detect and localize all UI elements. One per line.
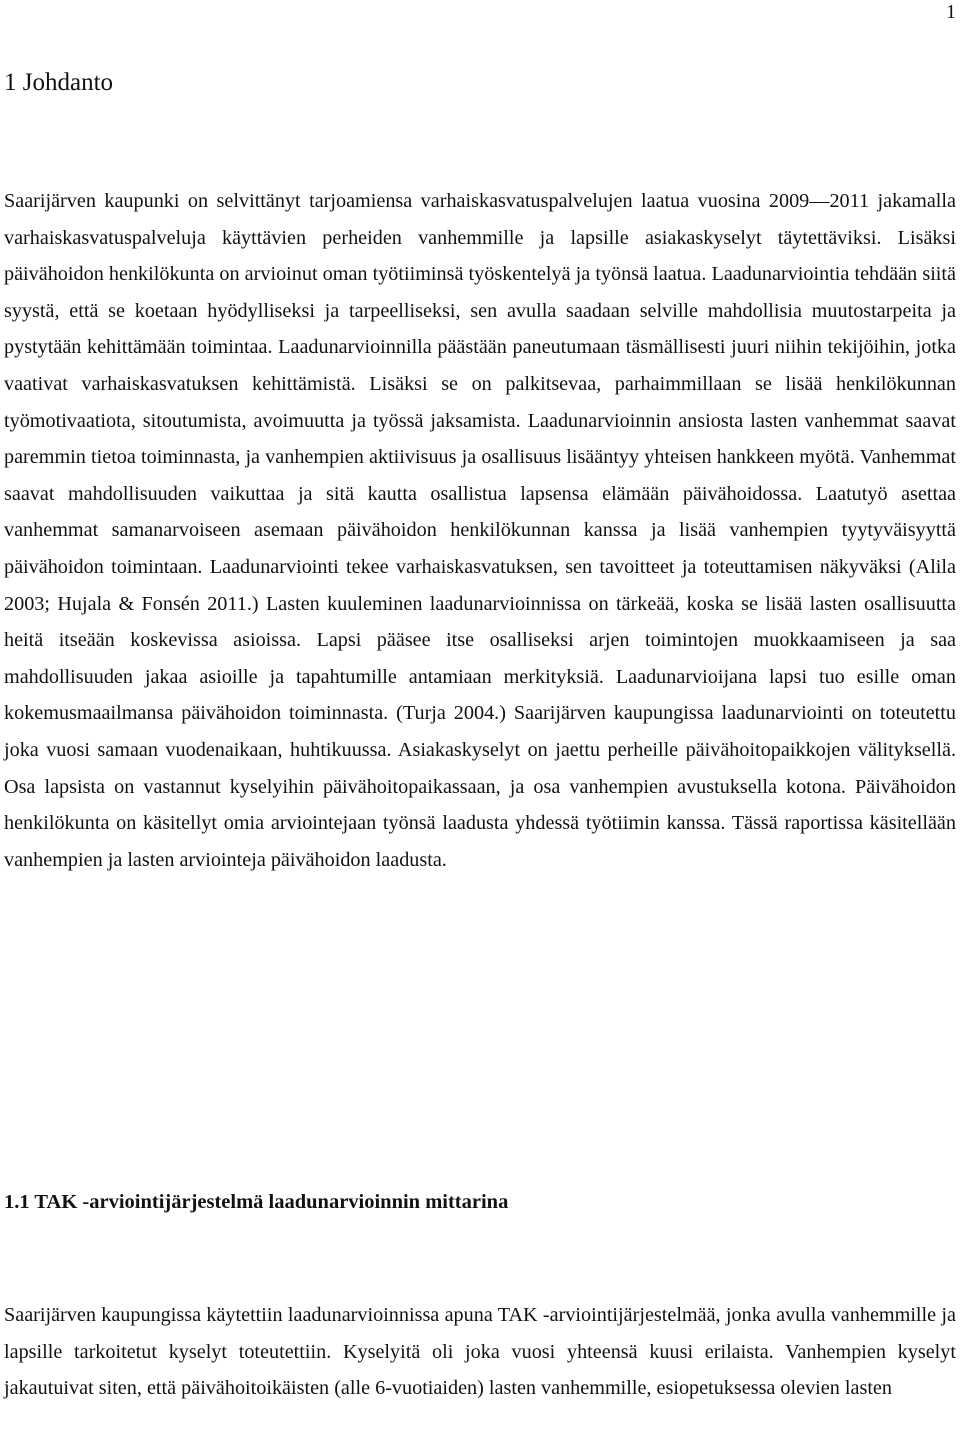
intro-paragraph: Saarijärven kaupunki on selvittänyt tarjoamiensa varhaiskasvatuspalvelujen laatua vuosina 2009—2011 jakamalla varhaiskasvatuspalveluja käyttävien perheiden vanhemmille ja lapsille asiakaskyselyt täytettäviksi. Lisäksi päivähoidon henkilökunta on arvioinut oman työtiiminsä työskentelyä ja työnsä laatua. Laadunarviointia tehdään siitä syystä, että se koetaan hyödylliseksi ja tarpeelliseksi, sen avulla saadaan selville mahdollisia muutostarpeita ja pystytään kehittämään toimintaa. Laadunarvioinnilla päästään paneutumaan täsmällisesti juuri niihin tekijöihin, jotka vaativat varhaiskasvatuksen kehittämistä. Lisäksi se on palkitsevaa, parhaimmillaan se lisää henkilökunnan työmotivaatiota, sitoutumista, avoimuutta ja työssä jaksamista. Laadunarvioinnin ansiosta lasten vanhemmat saavat paremmin tietoa toiminnasta, ja vanhempien aktiivisuus ja osallisuus lisääntyy yhteisen hankkeen myötä. Vanhemmat saavat mahdollisuuden vaikuttaa ja sitä kautta osallistua lapsensa elämään päivähoidossa. Laatutyö asettaa vanhemmat samanarvoiseen asemaan päivähoidon henkilökunnan kanssa ja lisää vanhempien tyytyväisyyttä päivähoidon toimintaan. Laadunarviointi tekee varhaiskasvatuksen, sen tavoitteet ja toteuttamisen näkyväksi (Alila 2003; Hujala & Fonsén 2011.) Lasten kuuleminen laadunarvioinnissa on tärkeää, koska se lisää lasten osallisuutta heitä itseään koskevissa asioissa. Lapsi pääsee itse osalliseksi arjen toimintojen muokkaamiseen ja saa mahdollisuuden jakaa asioille ja tapahtumille antamiaan merkityksiä. Laadunarvioijana lapsi tuo esille oman kokemusmaailmansa päivähoidon toiminnasta. (Turja 2004.) Saarijärven kaupungissa laadunarviointi on toteutettu joka vuosi samaan vuodenaikaan, huhtikuussa. Asiakaskyselyt on jaettu perheille päivähoitopaikkojen välityksellä. Osa lapsista on vastannut kyselyihin päivähoitopaikassaan, ja osa vanhempien avustuksella kotona. Päivähoidon henkilökunta on käsitellyt omia arviointejaan työnsä laadusta yhdessä työtiimin kanssa. Tässä raportissa käsitellään vanhempien ja lasten arviointeja päivähoidon laadusta. [4,190,956,871]
section-paragraph: Saarijärven kaupungissa käytettiin laadunarvioinnissa apuna TAK -arviointijärjestelmää, jonka avulla vanhemmille ja lapsille tarkoitetut kyselyt toteutettiin. Kyselyitä oli joka vuosi yhteensä kuusi erilaista. Vanhempien kyselyt jakautuivat siten, että päivähoitoikäisten (alle 6-vuotiaiden) lasten vanhemmille, esiopetuksessa olevien lasten [4,1304,956,1400]
chapter-heading: 1 Johdanto [4,69,114,96]
section-heading: 1.1 TAK -arviointijärjestelmä laadunarvioinnin mittarina [4,1191,509,1213]
page-number: 1 [946,1,956,23]
